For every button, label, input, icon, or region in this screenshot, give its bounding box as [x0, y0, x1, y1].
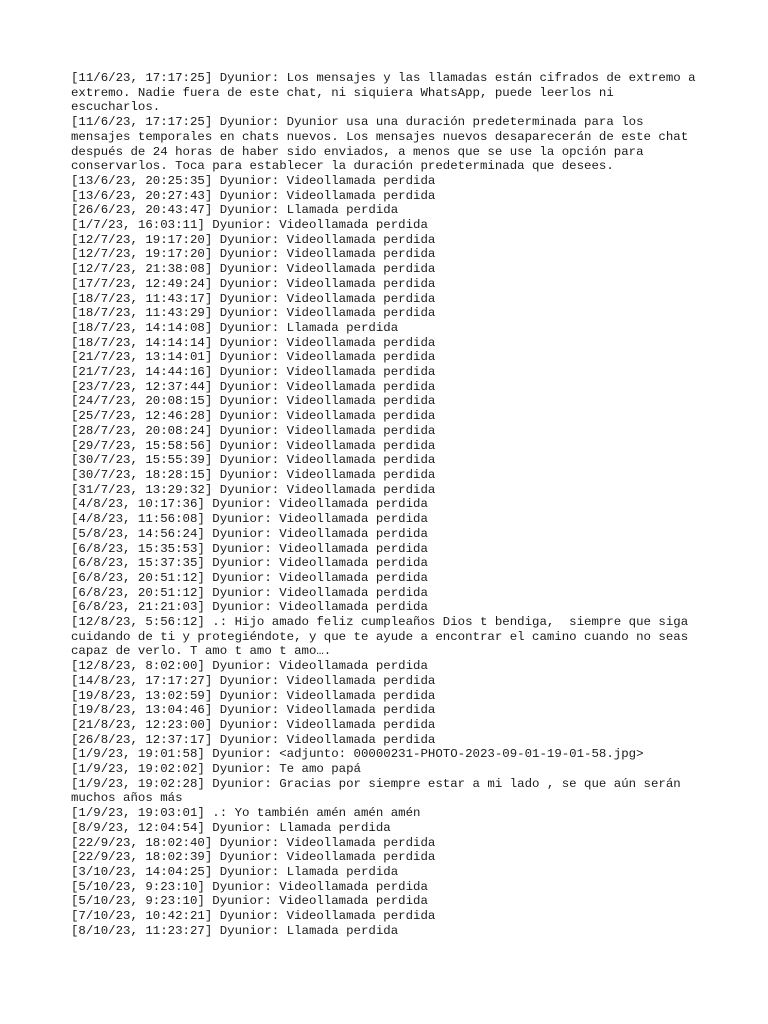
- chat-line: [6/8/23, 20:51:12] Dyunior: Videollamada perdida: [71, 570, 428, 585]
- chat-line: [1/9/23, 19:03:01] .: Yo también amén amén amén: [71, 806, 421, 821]
- chat-line: [6/8/23, 15:37:35] Dyunior: Videollamada perdida: [71, 556, 428, 571]
- chat-export-document: [71, 71, 704, 938]
- chat-line: [23/7/23, 12:37:44] Dyunior: Videollamada perdida: [71, 379, 436, 394]
- chat-line: [18/7/23, 11:43:29] Dyunior: Videollamada perdida: [71, 306, 436, 321]
- chat-line: [13/6/23, 20:25:35] Dyunior: Videollamada perdida: [71, 173, 436, 188]
- chat-line: [19/8/23, 13:04:46] Dyunior: Videollamada perdida: [71, 703, 436, 718]
- chat-line: [4/8/23, 11:56:08] Dyunior: Videollamada perdida: [71, 512, 428, 527]
- chat-line: [11/6/23, 17:17:25] Dyunior: Los mensajes y las llamadas están cifrados de extremo a extremo. Nadie fuera de este chat, ni siquiera WhatsApp, puede leerlos ni escucharlos.: [71, 71, 704, 115]
- chat-line: [3/10/23, 14:04:25] Dyunior: Llamada perdida: [71, 864, 399, 879]
- chat-line: [26/8/23, 12:37:17] Dyunior: Videollamada perdida: [71, 732, 436, 747]
- chat-line: [14/8/23, 17:17:27] Dyunior: Videollamada perdida: [71, 673, 436, 688]
- chat-line: [31/7/23, 13:29:32] Dyunior: Videollamada perdida: [71, 482, 436, 497]
- chat-line: [12/8/23, 5:56:12] .: Hijo amado feliz cumpleaños Dios t bendiga, siempre que siga cuidando de ti y protegiéndote, y que te ayude a encontrar el camino cuando no seas capaz de verlo. T amo t amo t amo….: [71, 615, 696, 659]
- chat-line: [18/7/23, 14:14:14] Dyunior: Videollamada perdida: [71, 335, 436, 350]
- chat-line: [8/9/23, 12:04:54] Dyunior: Llamada perdida: [71, 820, 391, 835]
- chat-line: [21/7/23, 13:14:01] Dyunior: Videollamada perdida: [71, 350, 436, 365]
- chat-line: [22/9/23, 18:02:39] Dyunior: Videollamada perdida: [71, 850, 436, 865]
- chat-line: [1/9/23, 19:02:28] Dyunior: Gracias por siempre estar a mi lado , se que aún serán muchos años más: [71, 776, 689, 806]
- chat-line: [6/8/23, 20:51:12] Dyunior: Videollamada perdida: [71, 585, 428, 600]
- chat-line: [18/7/23, 11:43:17] Dyunior: Videollamada perdida: [71, 291, 436, 306]
- chat-line: [24/7/23, 20:08:15] Dyunior: Videollamada perdida: [71, 394, 436, 409]
- chat-line: [12/7/23, 19:17:20] Dyunior: Videollamada perdida: [71, 232, 436, 247]
- chat-line: [5/8/23, 14:56:24] Dyunior: Videollamada perdida: [71, 526, 428, 541]
- chat-line: [4/8/23, 10:17:36] Dyunior: Videollamada perdida: [71, 497, 428, 512]
- chat-line: [7/10/23, 10:42:21] Dyunior: Videollamada perdida: [71, 909, 436, 924]
- chat-line: [1/9/23, 19:02:02] Dyunior: Te amo papá: [71, 762, 361, 777]
- chat-line: [22/9/23, 18:02:40] Dyunior: Videollamada perdida: [71, 835, 436, 850]
- chat-line: [18/7/23, 14:14:08] Dyunior: Llamada perdida: [71, 320, 399, 335]
- chat-line: [26/6/23, 20:43:47] Dyunior: Llamada perdida: [71, 203, 399, 218]
- chat-line: [30/7/23, 15:55:39] Dyunior: Videollamada perdida: [71, 453, 436, 468]
- chat-line: [25/7/23, 12:46:28] Dyunior: Videollamada perdida: [71, 409, 436, 424]
- chat-line: [12/7/23, 21:38:08] Dyunior: Videollamada perdida: [71, 262, 436, 277]
- chat-line: [17/7/23, 12:49:24] Dyunior: Videollamada perdida: [71, 276, 436, 291]
- chat-line: [5/10/23, 9:23:10] Dyunior: Videollamada perdida: [71, 879, 428, 894]
- chat-line: [28/7/23, 20:08:24] Dyunior: Videollamada perdida: [71, 423, 436, 438]
- chat-line: [11/6/23, 17:17:25] Dyunior: Dyunior usa una duración predeterminada para los mensajes temporales en chats nuevos. Los mensajes nuevos desaparecerán de este chat después de 24 horas de haber sido enviados, a menos que se use la opción para conservarlos. Toca para establecer la duración predeterminada que desees.: [71, 115, 696, 174]
- chat-line: [12/7/23, 19:17:20] Dyunior: Videollamada perdida: [71, 247, 436, 262]
- chat-line: [6/8/23, 21:21:03] Dyunior: Videollamada perdida: [71, 600, 428, 615]
- chat-line: [6/8/23, 15:35:53] Dyunior: Videollamada perdida: [71, 541, 428, 556]
- chat-line: [21/7/23, 14:44:16] Dyunior: Videollamada perdida: [71, 365, 436, 380]
- chat-line: [5/10/23, 9:23:10] Dyunior: Videollamada perdida: [71, 894, 428, 909]
- chat-line: [1/7/23, 16:03:11] Dyunior: Videollamada perdida: [71, 218, 428, 233]
- chat-line: [21/8/23, 12:23:00] Dyunior: Videollamada perdida: [71, 717, 436, 732]
- chat-line: [12/8/23, 8:02:00] Dyunior: Videollamada perdida: [71, 659, 428, 674]
- chat-line: [8/10/23, 11:23:27] Dyunior: Llamada perdida: [71, 923, 399, 938]
- chat-line: [29/7/23, 15:58:56] Dyunior: Videollamada perdida: [71, 438, 436, 453]
- chat-line: [1/9/23, 19:01:58] Dyunior: <adjunto: 00000231-PHOTO-2023-09-01-19-01-58.jpg>: [71, 747, 644, 762]
- chat-line: [19/8/23, 13:02:59] Dyunior: Videollamada perdida: [71, 688, 436, 703]
- chat-line: [30/7/23, 18:28:15] Dyunior: Videollamada perdida: [71, 467, 436, 482]
- chat-line: [13/6/23, 20:27:43] Dyunior: Videollamada perdida: [71, 188, 436, 203]
